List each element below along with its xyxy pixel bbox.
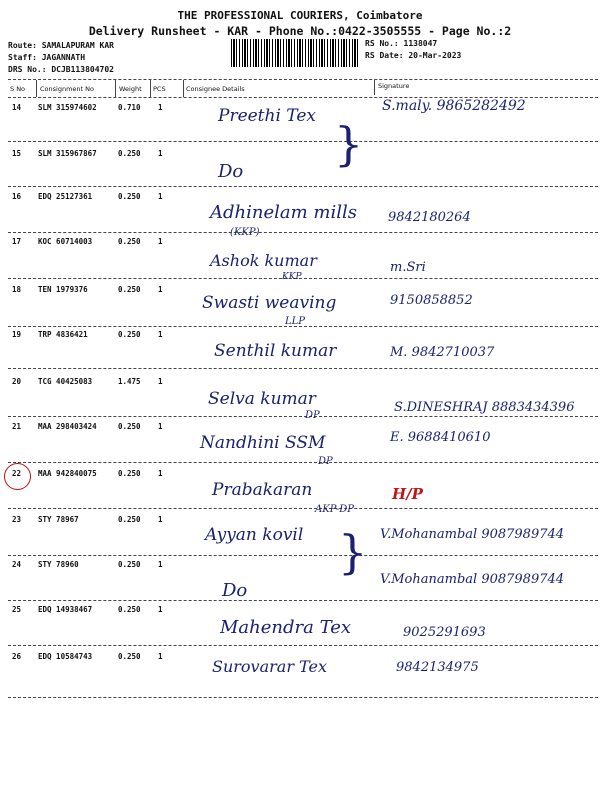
row-weight: 0.250 [118,330,141,339]
row-signature-handwritten: 9150858852 [390,293,473,308]
row-sno: 19 [12,330,22,339]
row-consignment-no: EDQ 25127361 [38,192,93,201]
row-consignee-handwritten: Preethi Tex [218,106,316,126]
rs-number: RS No.: 1138047 [365,39,438,48]
handwritten-note: (KKP) [230,227,260,238]
row-weight: 0.250 [118,192,141,201]
row-consignee-handwritten: Senthil kumar [214,341,337,361]
col-divider [183,80,184,97]
row-consignment-no: SLM 315967867 [38,149,97,158]
row-divider [8,232,598,233]
row-weight: 0.250 [118,560,141,569]
staff-label: Staff: JAGANNATH [8,53,86,62]
row-sno: 14 [12,103,22,112]
row-sno: 25 [12,605,22,614]
row-consignee-handwritten: Mahendra Tex [220,617,351,638]
col-pcs: PCS [153,85,166,93]
drs-number: DRS No.: DCJB113804702 [8,65,114,74]
ditto-brace: } [338,525,368,579]
row-consignment-no: EDQ 10584743 [38,652,93,661]
row-consignment-no: MAA 942840075 [38,469,97,478]
row-divider [8,508,598,509]
row-consignment-no: KOC 60714003 [38,237,93,246]
row-divider [8,278,598,279]
handwritten-note: DP [318,456,333,467]
handwritten-note: AKP-DP [315,504,354,515]
row-pcs: 1 [158,103,163,112]
company-name: THE PROFESSIONAL COURIERS, Coimbatore [177,9,423,22]
row-weight: 0.250 [118,605,141,614]
row-consignee-handwritten: Do [222,580,248,601]
row-weight: 0.250 [118,237,141,246]
col-divider [36,80,37,97]
col-consignment: Consignment No [40,85,94,93]
row-signature-handwritten: 9025291693 [403,625,486,640]
row-pcs: 1 [158,605,163,614]
row-weight: 1.475 [118,377,141,386]
row-consignee-handwritten: Surovarar Tex [212,657,327,676]
col-sno: S No [10,85,26,93]
row-weight: 0.250 [118,652,141,661]
row-pcs: 1 [158,192,163,201]
ditto-brace: } [334,117,364,171]
handwritten-note: KKP [282,272,302,282]
row-consignment-no: TRP 4836421 [38,330,88,339]
row-consignee-handwritten: Adhinelam mills [210,202,357,223]
row-consignee-handwritten: Nandhini SSM [200,433,326,453]
circled-row-mark [4,463,31,490]
row-divider [8,368,598,369]
row-consignment-no: STY 78960 [38,560,79,569]
row-consignment-no: SLM 315974602 [38,103,97,112]
row-signature-handwritten: m.Sri [390,260,426,275]
row-divider [8,600,598,601]
row-consignee-handwritten: Swasti weaving [202,293,337,313]
row-sno: 17 [12,237,22,246]
row-sno: 22 [12,469,22,478]
row-weight: 0.250 [118,515,141,524]
col-divider [150,80,151,97]
row-consignment-no: EDQ 14938467 [38,605,93,614]
rs-date: RS Date: 20-Mar-2023 [365,51,462,60]
row-signature-handwritten: V.Mohanambal 9087989744 [380,572,565,587]
row-consignment-no: TEN 1979376 [38,285,88,294]
row-consignee-handwritten: Ayyan kovil [205,525,304,545]
row-weight: 0.250 [118,422,141,431]
row-signature-handwritten: S.maly. 9865282492 [382,98,526,114]
row-sno: 18 [12,285,22,294]
col-divider [115,80,116,97]
row-signature-handwritten: V.Mohanambal 9087989744 [380,527,565,542]
row-sno: 16 [12,192,22,201]
row-signature-handwritten: E. 9688410610 [390,430,491,445]
row-consignee-handwritten: Ashok kumar [210,251,317,270]
col-consignee: Consignee Details [186,85,245,93]
row-divider [8,141,598,142]
row-divider [8,462,598,463]
row-pcs: 1 [158,652,163,661]
row-sno: 24 [12,560,22,569]
row-pcs: 1 [158,422,163,431]
row-consignment-no: TCG 40425083 [38,377,93,386]
row-consignee-handwritten: Selva kumar [208,389,316,409]
handwritten-note: DP [305,410,320,421]
row-sno: 20 [12,377,22,386]
row-weight: 0.710 [118,103,141,112]
row-consignee-handwritten: Do [218,161,244,182]
row-signature-handwritten: 9842134975 [396,660,479,675]
col-weight: Weight [119,85,142,93]
col-signature: Signature [378,82,410,90]
barcode [231,39,359,67]
row-weight: 0.250 [118,285,141,294]
row-pcs: 1 [158,377,163,386]
row-sno: 21 [12,422,22,431]
row-consignee-handwritten: Prabakaran [212,480,313,500]
runsheet-title: Delivery Runsheet - KAR - Phone No.:0422-3505555 - Page No.:2 [88,24,512,38]
row-pcs: 1 [158,237,163,246]
row-pcs: 1 [158,330,163,339]
row-signature-handwritten: 9842180264 [388,210,471,225]
handwritten-note: LLP [285,316,306,327]
hp-stamp: H/P [392,485,423,503]
row-consignment-no: MAA 298403424 [38,422,97,431]
row-weight: 0.250 [118,469,141,478]
col-divider [374,80,375,95]
row-pcs: 1 [158,149,163,158]
header-top-rule [8,79,598,80]
row-weight: 0.250 [118,149,141,158]
row-sno: 26 [12,652,22,661]
row-divider [8,416,598,417]
row-consignment-no: STY 78967 [38,515,79,524]
row-signature-handwritten: S.DINESHRAJ 8883434396 [394,400,575,415]
row-divider [8,186,598,187]
row-pcs: 1 [158,560,163,569]
row-pcs: 1 [158,469,163,478]
row-divider [8,645,598,646]
row-sno: 23 [12,515,22,524]
row-sno: 15 [12,149,22,158]
row-pcs: 1 [158,285,163,294]
row-divider [8,697,598,698]
row-pcs: 1 [158,515,163,524]
row-signature-handwritten: M. 9842710037 [390,345,495,360]
route-label: Route: SAMALAPURAM KAR [8,41,114,50]
row-divider [8,555,598,556]
